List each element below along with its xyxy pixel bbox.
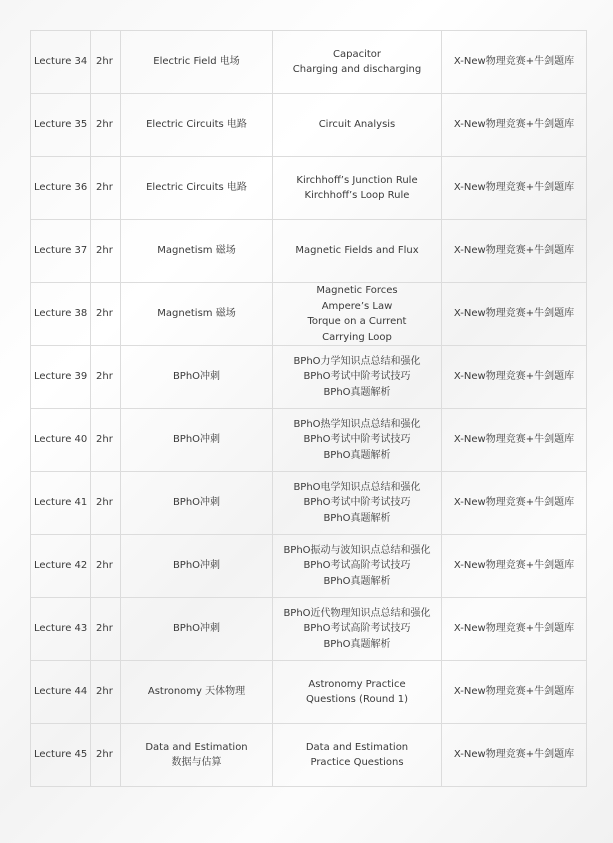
hours-cell: 2hr — [91, 31, 121, 94]
topic-line: BPhO冲刺 — [172, 497, 221, 509]
resource-cell: X-New物理竞赛+牛剑题库 — [442, 283, 587, 346]
content-line: Magnetic Forces — [316, 285, 398, 296]
content-line: BPhO考试中阶考试技巧 — [303, 497, 411, 509]
resource-cell: X-New物理竞赛+牛剑题库 — [442, 661, 587, 724]
lecture-cell: Lecture 36 — [31, 157, 91, 220]
topic-line: 数据与估算 — [171, 757, 222, 768]
content-line: BPhO真题解析 — [323, 575, 391, 587]
content-line: Data and Estimation — [305, 741, 409, 753]
hours-cell: 2hr — [91, 157, 121, 220]
topic-line: Electric Field 电场 — [153, 56, 240, 68]
content-cell — [273, 157, 442, 220]
resource-cell: X-New物理竞赛+牛剑题库 — [442, 535, 587, 598]
resource-cell: X-New物理竞赛+牛剑题库 — [442, 598, 587, 661]
table-row — [31, 157, 587, 220]
table-row — [31, 94, 587, 157]
content-line: BPhO考试中阶考试技巧 — [303, 371, 411, 383]
topic-cell — [121, 31, 273, 94]
topic-line: Electric Circuits 电路 — [146, 182, 247, 194]
topic-cell — [121, 409, 273, 472]
content-line: BPhO真题解析 — [323, 638, 391, 650]
hours-cell: 2hr — [91, 220, 121, 283]
content-line: BPhO电学知识点总结和强化 — [293, 481, 421, 493]
content-line: Charging and discharging — [292, 64, 422, 75]
hours-cell: 2hr — [91, 724, 121, 787]
content-line: Ampere’s Law — [321, 300, 393, 312]
content-cell — [273, 598, 442, 661]
resource-cell: X-New物理竞赛+牛剑题库 — [442, 409, 587, 472]
content-line: BPhO振动与波知识点总结和强化 — [283, 544, 431, 556]
table-row — [31, 472, 587, 535]
hours-cell: 2hr — [91, 94, 121, 157]
lecture-cell: Lecture 42 — [31, 535, 91, 598]
topic-line: BPhO冲刺 — [172, 623, 221, 635]
content-line: Practice Questions — [310, 757, 404, 768]
syllabus-table — [30, 30, 587, 787]
hours-cell: 2hr — [91, 409, 121, 472]
content-line: Kirchhoff’s Junction Rule — [296, 174, 418, 186]
topic-line: BPhO冲刺 — [172, 371, 221, 383]
content-line: BPhO考试中阶考试技巧 — [303, 434, 411, 446]
lecture-cell: Lecture 39 — [31, 346, 91, 409]
content-line: Torque on a Current — [307, 316, 407, 327]
topic-cell — [121, 157, 273, 220]
hours-cell: 2hr — [91, 283, 121, 346]
topic-line: Astronomy 天体物理 — [147, 686, 246, 698]
table-row — [31, 409, 587, 472]
content-cell — [273, 472, 442, 535]
lecture-cell: Lecture 34 — [31, 31, 91, 94]
content-cell — [273, 283, 442, 346]
content-cell — [273, 346, 442, 409]
content-line: BPhO考试高阶考试技巧 — [303, 560, 411, 572]
lecture-cell: Lecture 44 — [31, 661, 91, 724]
content-line: BPhO考试高阶考试技巧 — [303, 623, 411, 635]
content-cell — [273, 724, 442, 787]
hours-cell: 2hr — [91, 346, 121, 409]
syllabus-table-body — [31, 31, 587, 787]
resource-cell: X-New物理竞赛+牛剑题库 — [442, 157, 587, 220]
resource-cell: X-New物理竞赛+牛剑题库 — [442, 94, 587, 157]
topic-cell — [121, 94, 273, 157]
topic-cell — [121, 661, 273, 724]
content-cell — [273, 31, 442, 94]
content-line: Circuit Analysis — [318, 119, 396, 131]
content-line: BPhO热学知识点总结和强化 — [293, 418, 421, 430]
resource-cell: X-New物理竞赛+牛剑题库 — [442, 346, 587, 409]
content-line: Kirchhoff’s Loop Rule — [304, 190, 410, 201]
topic-cell — [121, 346, 273, 409]
topic-cell — [121, 598, 273, 661]
table-row — [31, 598, 587, 661]
topic-cell — [121, 535, 273, 598]
lecture-cell: Lecture 43 — [31, 598, 91, 661]
table-row — [31, 31, 587, 94]
content-line: BPhO近代物理知识点总结和强化 — [283, 607, 431, 619]
topic-cell — [121, 220, 273, 283]
hours-cell: 2hr — [91, 661, 121, 724]
hours-cell: 2hr — [91, 598, 121, 661]
table-row — [31, 346, 587, 409]
content-cell — [273, 409, 442, 472]
topic-cell — [121, 472, 273, 535]
content-line: Carrying Loop — [322, 331, 392, 343]
lecture-cell: Lecture 45 — [31, 724, 91, 787]
table-row — [31, 661, 587, 724]
topic-line: BPhO冲刺 — [172, 434, 221, 446]
hours-cell: 2hr — [91, 535, 121, 598]
topic-line: Data and Estimation — [145, 741, 248, 753]
topic-line: Magnetism 磁场 — [157, 245, 236, 257]
content-line: Questions (Round 1) — [305, 694, 409, 705]
lecture-cell: Lecture 41 — [31, 472, 91, 535]
topic-line: BPhO冲刺 — [172, 560, 221, 572]
content-cell — [273, 661, 442, 724]
content-line: Capacitor — [332, 48, 381, 60]
content-line: BPhO真题解析 — [323, 512, 391, 524]
resource-cell: X-New物理竞赛+牛剑题库 — [442, 31, 587, 94]
content-cell — [273, 535, 442, 598]
lecture-cell: Lecture 38 — [31, 283, 91, 346]
table-row — [31, 724, 587, 787]
resource-cell: X-New物理竞赛+牛剑题库 — [442, 220, 587, 283]
content-line: Magnetic Fields and Flux — [295, 245, 419, 257]
resource-cell: X-New物理竞赛+牛剑题库 — [442, 724, 587, 787]
content-cell — [273, 220, 442, 283]
topic-cell — [121, 724, 273, 787]
content-line: BPhO力学知识点总结和强化 — [293, 355, 421, 367]
topic-cell — [121, 283, 273, 346]
lecture-cell: Lecture 37 — [31, 220, 91, 283]
table-row — [31, 220, 587, 283]
topic-line: Electric Circuits 电路 — [146, 119, 247, 131]
content-line: Astronomy Practice — [308, 678, 406, 690]
topic-line: Magnetism 磁场 — [157, 308, 236, 320]
lecture-cell: Lecture 35 — [31, 94, 91, 157]
table-row — [31, 535, 587, 598]
lecture-cell: Lecture 40 — [31, 409, 91, 472]
content-line: BPhO真题解析 — [323, 449, 391, 461]
content-line: BPhO真题解析 — [323, 386, 391, 398]
resource-cell: X-New物理竞赛+牛剑题库 — [442, 472, 587, 535]
content-cell — [273, 94, 442, 157]
table-row — [31, 283, 587, 346]
hours-cell: 2hr — [91, 472, 121, 535]
